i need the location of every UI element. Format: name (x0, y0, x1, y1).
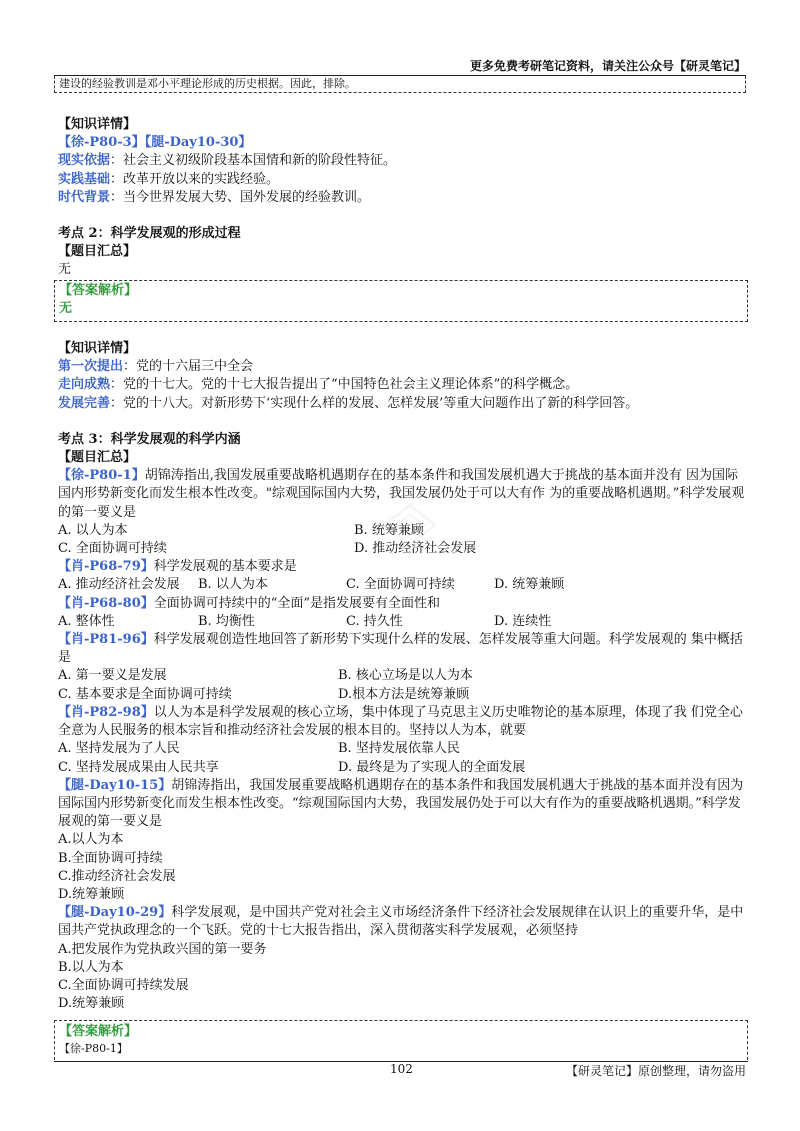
list-item (58, 358, 748, 376)
question-ref: 【腿-Day10-29】 (58, 905, 172, 921)
option: C.全面协调可持续发展 (58, 977, 189, 993)
option: A. 坚持发展为了人民 (58, 741, 180, 757)
item-label: 现实依据 (58, 153, 111, 169)
section-refs: 【徐-P80-3】【腿-Day10-30】 (58, 135, 252, 151)
option-row (58, 740, 748, 758)
question-5 (58, 704, 748, 740)
item-text: ：社会主义初级阶段基本国情和新的阶段性特征。 (110, 153, 397, 169)
option: D. 推动经济社会发展 (354, 541, 477, 557)
option: B. 以人为本 (198, 577, 268, 593)
option-row (58, 759, 748, 777)
answer-box-bottom (54, 1020, 748, 1060)
question-4 (58, 631, 748, 667)
option: C. 持久性 (346, 613, 403, 629)
question-ref: 【肖-P68-80】 (58, 595, 154, 611)
option: B.全面协调可持续 (58, 850, 163, 866)
question-2 (58, 558, 748, 576)
answer-box (54, 280, 748, 322)
previous-answer-box (54, 76, 746, 93)
page-number: 102 (390, 1062, 413, 1076)
option-row (58, 540, 748, 558)
list-item (58, 376, 748, 394)
option: A. 以人为本 (58, 522, 128, 538)
option: A. 推动经济社会发展 (58, 577, 180, 593)
option: B. 均衡性 (198, 613, 255, 629)
option: C. 坚持发展成果由人民共享 (58, 759, 219, 775)
question-ref: 【腿-Day10-15】 (58, 777, 172, 793)
option: B. 统筹兼顾 (354, 522, 424, 538)
question-ref: 【肖-P81-96】 (58, 632, 154, 648)
item-label: 走向成熟 (58, 377, 111, 393)
question-text: 胡锦涛指出，我国发展重要战略机遇期存在的基本条件和我国发展机遇大于挑战的基本面并没有因为国际国内形势新变化而发生根本性改变。“综观国际国内大势，我国发展仍处于可以大有作为的重要战略机遇期。”科学发展观的第一要义是 (58, 777, 744, 830)
option-row (58, 686, 748, 704)
item-label: 实践基础 (58, 171, 111, 187)
page-content (58, 116, 748, 1013)
header-note: 更多免费考研笔记资料，请关注公众号【研灵笔记】 (469, 59, 746, 73)
detail-heading: 【知识详情】 (58, 341, 137, 357)
summary-heading: 【题目汇总】 (58, 244, 137, 260)
option-row (58, 576, 748, 594)
item-text: ：改革开放以来的实践经验。 (110, 171, 280, 187)
section-heading: 【知识详情】 (58, 117, 137, 132)
answer-ref: 【徐-P80-1】 (59, 1042, 128, 1055)
answer-text: 无 (59, 300, 73, 316)
option: B.以人为本 (58, 959, 124, 975)
item-text: ：党的十七大。党的十七大报告提出了“中国特色社会主义理论体系”的科学概念。 (110, 377, 579, 393)
list-item (58, 189, 748, 207)
question-text: 胡锦涛指出,我国发展重要战略机遇期存在的基本条件和我国发展机遇大于挑战的基本面并没有 因为国际国内形势新变化而发生根本性改变。"综观国际国内大势，我国发展仍处于可以大有作 为的重要战略机遇期。”科学发展观的第一要义是 (58, 468, 745, 520)
question-6 (58, 777, 748, 832)
previous-answer-text: 建设的经验教训是邓小平理论形成的历史根据。因此，排除。 (59, 77, 356, 90)
option-row (58, 667, 748, 685)
kaodian-2-title: 考点 2：科学发展观的形成过程 (58, 226, 241, 242)
option: B. 坚持发展依靠人民 (338, 741, 460, 757)
answer-heading: 【答案解析】 (59, 282, 138, 298)
question-text: 以人为本是科学发展观的核心立场，集中体现了马克思主义历史唯物论的基本原理，体现了我 们党全心全意为人民服务的根本宗旨和推动经济社会发展的根本目的。坚持以人为本，就要 (58, 704, 743, 739)
list-item (58, 171, 748, 189)
option-row (58, 522, 748, 540)
option: D. 最终是为了实现人的全面发展 (338, 759, 526, 775)
summary-text: 无 (58, 262, 72, 278)
list-item (58, 395, 748, 413)
option: A.以人为本 (58, 832, 124, 848)
option: D.根本方法是统筹兼顾 (338, 686, 470, 702)
option: D.统筹兼顾 (58, 996, 125, 1012)
option: C.推动经济社会发展 (58, 868, 176, 884)
question-ref: 【肖-P82-98】 (58, 704, 154, 720)
list-item (58, 152, 748, 170)
question-text: 科学发展观，是中国共产党对社会主义市场经济条件下经济社会发展规律在认识上的重要升华，是中国共产党执政理念的一个飞跃。党的十七大报告指出，深入贯彻落实科学发展观，必须坚持 (58, 905, 744, 939)
question-text: 全面协调可持续中的“全面”是指发展要有全面性和 (153, 595, 441, 611)
item-label: 第一次提出 (58, 359, 124, 375)
answer-heading: 【答案解析】 (59, 1024, 138, 1039)
option: C. 基本要求是全面协调可持续 (58, 686, 232, 702)
option: D.统筹兼顾 (58, 886, 125, 902)
summary-heading: 【题目汇总】 (58, 450, 137, 466)
question-3 (58, 595, 748, 613)
option: A.把发展作为党执政兴国的第一要务 (58, 941, 267, 957)
item-label: 发展完善 (58, 395, 111, 411)
question-text: 科学发展观创造性地回答了新形势下实现什么样的发展、怎样发展等重大问题。科学发展观的 集中概括是 (58, 632, 743, 666)
item-text: ：党的十八大。对新形势下‘实现什么样的发展、怎样发展’等重大问题作出了新的科学回答。 (110, 395, 639, 411)
question-1 (58, 467, 748, 522)
question-ref: 【徐-P80-1】 (58, 468, 145, 484)
question-text: 科学发展观的基本要求是 (153, 559, 297, 575)
option: A. 第一要义是发展 (58, 668, 167, 684)
kaodian-3-title: 考点 3：科学发展观的科学内涵 (58, 431, 241, 447)
item-text: ：党的十六届三中全会 (123, 359, 254, 375)
option: D. 连续性 (494, 613, 552, 629)
question-ref: 【肖-P68-79】 (58, 559, 154, 575)
option: B. 核心立场是以人为本 (338, 668, 473, 684)
footer-note: 【研灵笔记】原创整理，请勿盗用 (565, 1064, 746, 1078)
option: C. 全面协调可持续 (346, 577, 455, 593)
item-text: ：当今世界发展大势、国外发展的经验教训。 (110, 189, 371, 205)
option: D. 统筹兼顾 (494, 577, 565, 593)
option: A. 整体性 (58, 613, 115, 629)
question-7 (58, 904, 748, 940)
item-label: 时代背景 (58, 189, 111, 205)
option: C. 全面协调可持续 (58, 541, 167, 557)
option-row (58, 613, 748, 631)
